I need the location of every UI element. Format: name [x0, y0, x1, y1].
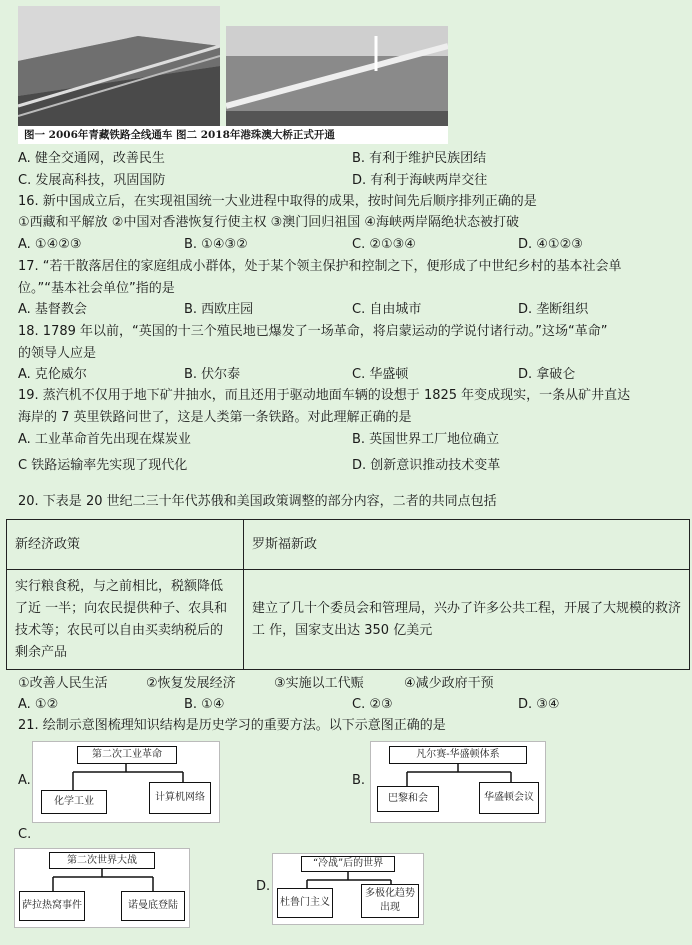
q15-option-d[interactable]: D. 有利于海峡两岸交往 — [352, 173, 488, 188]
q17-option-c[interactable]: C. 自由城市 — [352, 302, 422, 317]
q18-stem-line1: 18. 1789 年以前，“英国的十三个殖民地已爆发了一场革命，将启蒙运动的学说付诸行动。”这场“革命” — [18, 324, 608, 339]
q21-label-c[interactable]: C. — [18, 827, 32, 842]
table-header-new-deal: 罗斯福新政 — [244, 520, 690, 570]
q18-option-d[interactable]: D. 拿破仑 — [518, 367, 576, 382]
table-cell-new-deal: 建立了几十个委员会和管理局，兴办了许多公共工程，开展了大规模的救济工 作，国家支出达 350 亿美元 — [244, 570, 690, 670]
q17-stem-line2: 位。”“基本社会单位”指的是 — [18, 281, 175, 296]
diagram-b-left: 巴黎和会 — [377, 786, 439, 812]
diagram-c-left: 萨拉热窝事件 — [19, 891, 85, 921]
q19-option-c[interactable]: C 铁路运输率先实现了现代化 — [18, 458, 188, 473]
q21-label-a[interactable]: A. — [18, 773, 31, 788]
diagram-d-top: “冷战”后的世界 — [301, 856, 395, 872]
q20-item-3: ③实施以工代赈 — [274, 676, 364, 691]
diagram-b[interactable] — [370, 741, 546, 823]
table-cell-nep: 实行粮食税，与之前相比，税额降低了近 一半；向农民提供种子、农具和技术等；农民可以自由买卖纳税后的剩余产品 — [7, 570, 244, 670]
q16-items: ①西藏和平解放 ②中国对香港恢复行使主权 ③澳门回归祖国 ④海峡两岸隔绝状态被打破 — [18, 215, 520, 230]
q20-item-2: ②恢复发展经济 — [146, 676, 236, 691]
q16-option-c[interactable]: C. ②①③④ — [352, 237, 416, 252]
q16-option-d[interactable]: D. ④①②③ — [518, 237, 583, 252]
q20-item-1: ①改善人民生活 — [18, 676, 108, 691]
diagram-d[interactable] — [272, 853, 424, 925]
q19-option-a[interactable]: A. 工业革命首先出现在煤炭业 — [18, 432, 191, 447]
diagram-d-right: 多极化趋势出现 — [361, 884, 419, 918]
diagram-a-left: 化学工业 — [41, 790, 107, 814]
q16-option-b[interactable]: B. ①④③② — [184, 237, 248, 252]
q21-label-b[interactable]: B. — [352, 773, 366, 788]
diagram-c-top: 第二次世界大战 — [49, 852, 155, 869]
q17-option-a[interactable]: A. 基督教会 — [18, 302, 87, 317]
q16-stem: 16. 新中国成立后，在实现祖国统一大业进程中取得的成果，按时间先后顺序排列正确的是 — [18, 194, 537, 209]
q20-stem: 20. 下表是 20 世纪二三十年代苏俄和美国政策调整的部分内容，二者的共同点包括 — [18, 494, 497, 509]
q17-stem-line1: 17. “若干散落居住的家庭组成小群体，处于某个领主保护和控制之下，便形成了中世纪乡村的基本社会单 — [18, 259, 622, 274]
q20-option-d[interactable]: D. ③④ — [518, 697, 560, 712]
q20-option-b[interactable]: B. ①④ — [184, 697, 225, 712]
q19-stem-line2: 海岸的 7 英里铁路问世了，这是人类第一条铁路。对此理解正确的是 — [18, 410, 412, 425]
q21-label-d[interactable]: D. — [256, 879, 271, 894]
q15-option-b[interactable]: B. 有利于维护民族团结 — [352, 151, 487, 166]
q15-option-c[interactable]: C. 发展高科技，巩固国防 — [18, 173, 166, 188]
q18-stem-line2: 的领导人应是 — [18, 346, 97, 361]
photo-hzmb-bridge — [226, 26, 448, 126]
q19-option-d[interactable]: D. 创新意识推动技术变革 — [352, 458, 501, 473]
q15-option-a[interactable]: A. 健全交通网，改善民生 — [18, 151, 165, 166]
q18-option-b[interactable]: B. 伏尔泰 — [184, 367, 241, 382]
q19-stem-line1: 19. 蒸汽机不仅用于地下矿井抽水，而且还用于驱动地面车辆的设想于 1825 年变成现实，一条从矿井直达 — [18, 388, 631, 403]
q18-option-a[interactable]: A. 克伦威尔 — [18, 367, 87, 382]
table-header-nep: 新经济政策 — [7, 520, 244, 570]
policy-table — [6, 519, 690, 670]
diagram-c-right: 诺曼底登陆 — [121, 891, 185, 921]
q17-option-b[interactable]: B. 西欧庄园 — [184, 302, 254, 317]
q16-option-a[interactable]: A. ①④②③ — [18, 237, 82, 252]
q17-option-d[interactable]: D. 垄断组织 — [518, 302, 589, 317]
q19-option-b[interactable]: B. 英国世界工厂地位确立 — [352, 432, 500, 447]
q21-stem: 21. 绘制示意图梳理知识结构是历史学习的重要方法。以下示意图正确的是 — [18, 718, 446, 733]
figure-caption: 图一 2006年青藏铁路全线通车 图二 2018年港珠澳大桥正式开通 — [18, 126, 448, 144]
q20-item-4: ④减少政府干预 — [404, 676, 494, 691]
diagram-b-top: 凡尔赛-华盛顿体系 — [389, 746, 527, 764]
diagram-c[interactable] — [14, 848, 190, 928]
q20-option-c[interactable]: C. ②③ — [352, 697, 393, 712]
diagram-b-right: 华盛顿会议 — [479, 782, 539, 814]
q18-option-c[interactable]: C. 华盛顿 — [352, 367, 409, 382]
diagram-a-right: 计算机网络 — [149, 782, 211, 814]
q20-option-a[interactable]: A. ①② — [18, 697, 59, 712]
diagram-d-left: 杜鲁门主义 — [277, 888, 333, 918]
diagram-a[interactable] — [32, 741, 220, 823]
photo-qinghai-tibet-railway — [18, 6, 220, 126]
diagram-a-top: 第二次工业革命 — [77, 746, 177, 764]
